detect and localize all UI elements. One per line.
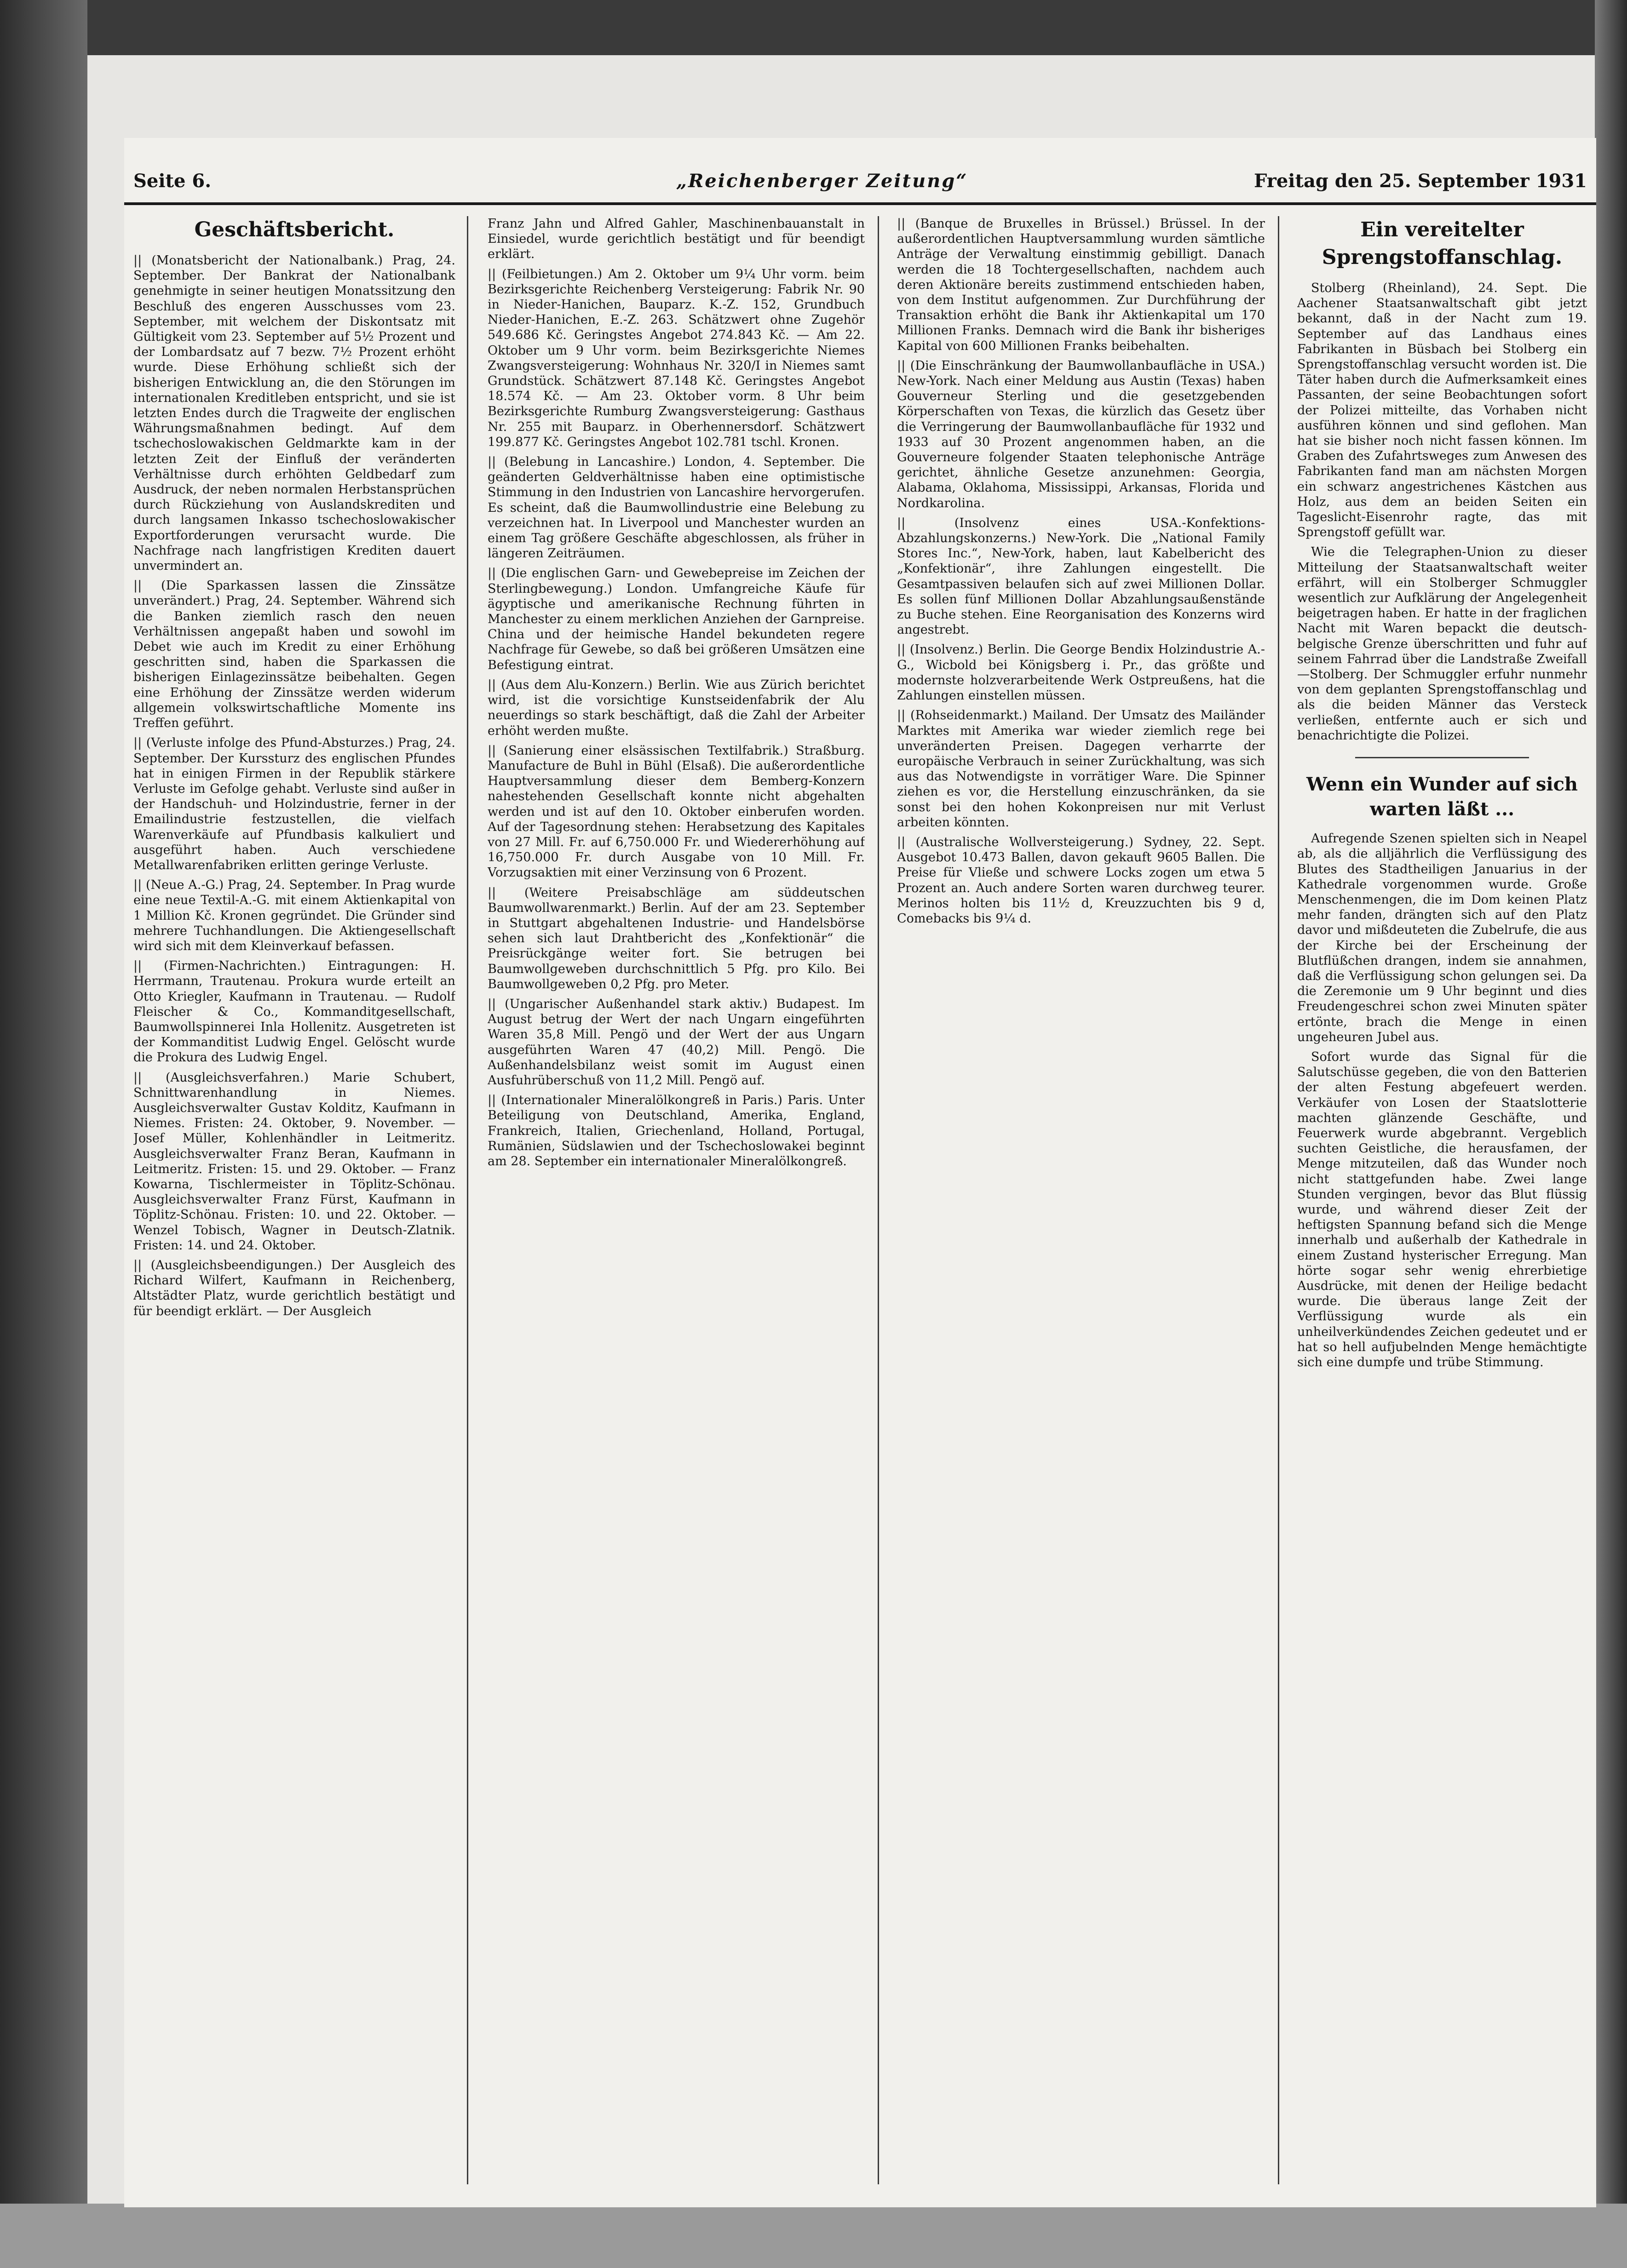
newspaper-page <box>124 138 1596 2207</box>
article-paragraph: || (Australische Wollversteigerung.) Sydney, 22. Sept. Ausgebot 10.473 Ballen, davon gekauft 9605 Ballen. Die Preise für Vließe und schwere Locks zogen um etwa 5 Prozent an. Auch andere Sorten waren durchweg teurer. Merinos holten bis 11½ d, Kreuzzuchten bis 9 d, Comebacks bis 9¼ d. <box>897 835 1265 926</box>
article-paragraph: || (Die Sparkassen lassen die Zinssätze unverändert.) Prag, 24. September. Während sich die Banken ziemlich rasch den neuen Verhältnissen angepaßt haben und sowohl im Debet wie auch im Kredit zu einer Erhöhung geschritten sind, haben die Sparkassen die bisherigen Einlagezinssätze beibehalten. Gegen eine Erhöhung der Zinssätze werden widerum allgemein volkswirtschaftliche Momente ins Treffen geführt. <box>133 578 455 731</box>
article-paragraph: || (Ungarischer Außenhandel stark aktiv.) Budapest. Im August betrug der Wert der nach Ungarn eingeführten Waren 35,8 Mill. Pengö und der Wert der aus Ungarn ausgeführten Waren 47 (40,2) Mill. Pengö. Die Außenhandelsbilanz weist somit im August einen Ausfuhrüberschuß von 11,2 Mill. Pengö auf. <box>488 997 865 1088</box>
scan-edge-top <box>0 0 1627 55</box>
article-paragraph: || (Feilbietungen.) Am 2. Oktober um 9¼ Uhr vorm. beim Bezirksgerichte Reichenberg Versteigerung: Fabrik Nr. 90 in Nieder-Hanichen, Bauparz. K.-Z. 152, Grundbuch Nieder-Hanichen, E.-Z. 263. Schätzwert ohne Zugehör 549.686 Kč. Geringstes Angebot 274.843 Kč. — Am 22. Oktober um 9 Uhr vorm. beim Bezirksgerichte Niemes Zwangsversteigerung: Wohnhaus Nr. 320/I in Niemes samt Grundstück. Schätzwert 87.148 Kč. Geringstes Angebot 18.574 Kč. — Am 23. Oktober vorm. 8 Uhr beim Bezirksgerichte Rumburg Zwangsversteigerung: Gasthaus Nr. 255 mit Bauparz. in Oberhennersdorf. Schätzwert 199.877 Kč. Geringstes Angebot 102.781 tschl. Kronen. <box>488 267 865 449</box>
article-paragraph: || (Firmen-Nachrichten.) Eintragungen: H. Herrmann, Trautenau. Prokura wurde erteilt an Otto Kriegler, Kaufmann in Trautenau. — Rudolf Fleischer & Co., Kommanditgesellschaft, Baumwollspinnerei Inla Hollenitz. Ausgetreten ist der Kommanditist Ludwig Engel. Gelöscht wurde die Prokura des Ludwig Engel. <box>133 959 455 1065</box>
article-paragraph: || (Aus dem Alu-Konzern.) Berlin. Wie aus Zürich berichtet wird, ist die vorsichtige Kunstseidenfabrik der Alu neuerdings so stark beschäftigt, daß die Zahl der Arbeiter erhöht werden mußte. <box>488 677 865 738</box>
article-paragraph: Franz Jahn und Alfred Gahler, Maschinenbauanstalt in Einsiedel, wurde gerichtlich bestätigt und für beendigt erklärt. <box>488 217 865 262</box>
masthead <box>124 166 1596 205</box>
column-four <box>1297 216 1587 2194</box>
article-headline: Ein vereitelter Sprengstoffanschlag. <box>1322 218 1563 269</box>
column-business-report <box>133 216 455 2194</box>
page-number: Seite 6. <box>133 170 212 192</box>
article-paragraph: Stolberg (Rheinland), 24. Sept. Die Aachener Staatsanwaltschaft gibt jetzt bekannt, daß in der Nacht zum 19. September auf das Landhaus eines Fabrikanten in Büsbach bei Stolberg ein Sprengstoffanschlag versucht worden ist. Die Täter haben durch die Aufmerksamkeit eines Passanten, der seine Beobachtungen sofort der Polizei mitteilte, das Vorhaben nicht ausführen können und sind geflohen. Man hat sie bisher noch nicht fassen können. Im Graben des Zufahrtsweges zum Anwesen des Fabrikanten fand man am nächsten Morgen ein schwarz angestrichenes Kästchen aus Holz, aus dem an beiden Seiten ein Tageslicht-Eisenrohr ragte, das mit Sprengstoff gefüllt war. <box>1297 281 1587 540</box>
divider <box>1355 757 1529 758</box>
column-rule <box>878 216 879 2184</box>
column-two <box>488 216 865 2194</box>
newspaper-title: „Reichenberger Zeitung“ <box>676 170 968 192</box>
article-headline: Wenn ein Wunder auf sich warten läßt ... <box>1306 773 1578 820</box>
article-paragraph: || (Monatsbericht der Nationalbank.) Prag, 24. September. Der Bankrat der Nationalbank genehmigte in seiner heutigen Monatssitzung den Beschluß des engeren Ausschusses vom 23. September, mit welchem der Diskontsatz mit Gültigkeit vom 23. September auf 5½ Prozent und der Lombardsatz auf 7 bezw. 7½ Prozent erhöht wurde. Diese Erhöhung schließt sich der bisherigen Entwicklung an, die den Störungen im internationalen Kreditleben entspricht, und sie ist letzten Endes durch die Tragweite der englischen Währungsmaßnahmen bedingt. Auf dem tschechoslowakischen Geldmarkte kam in der letzten Zeit der Einfluß der veränderten Verhältnisse durch erhöhten Geldbedarf zum Ausdruck, der neben normalen Herbstansprüchen durch Rückziehung von Auslandskrediten und durch langsamen Inkasso tschechoslowakischer Exportforderungen verursacht wurde. Die Nachfrage nach langfristigen Krediten dauert unvermindert an. <box>133 253 455 573</box>
article-paragraph: Aufregende Szenen spielten sich in Neapel ab, als die alljährlich die Verflüssigung des Blutes des Stadtheiligen Januarius in der Kathedrale vorgenommen wurde. Große Menschenmengen, die im Dom keinen Platz mehr fanden, drängten sich auf den Platz davor und mißdeuteten die Zubelrufe, die aus der Kirche bei der Erscheinung der Blutflüßchen drangen, indem sie annahmen, daß die Verflüssigung schon gelungen sei. Da die Zeremonie um 9 Uhr beginnt und dies Freudengeschrei schon zwei Minuten später ertönte, brach die Menge in einen ungeheuren Jubel aus. <box>1297 831 1587 1044</box>
article-paragraph: Sofort wurde das Signal für die Salutschüsse gegeben, die von den Batterien der alten Festung abgefeuert werden. Verkäufer von Losen der Staatslotterie machten glänzende Geschäfte, und Feuerwerk wurde abgebrannt. Vergeblich suchten Geistliche, die herausfamen, der Menge mitzuteilen, daß das Wunder noch nicht stattgefunden habe. Zwei lange Stunden vergingen, bevor das Blut flüssig wurde, und während dieser Zeit der heftigsten Spannung befand sich die Menge innerhalb und außerhalb der Kathedrale in einem Zustand hysterischer Erregung. Man hörte sogar sehr wenig ehrerbietige Ausdrücke, mit denen der Heilige bedacht wurde. Die überaus lange Zeit der Verflüssigung wurde als ein unheilverkündendes Zeichen gedeutet und er hat so hell aufjubelnden Menge hemächtigte sich eine dumpfe und trübe Stimmung. <box>1297 1049 1587 1369</box>
article-paragraph: || (Weitere Preisabschläge am süddeutschen Baumwollwarenmarkt.) Berlin. Auf der am 23. September in Stuttgart abgehaltenen Industrie- und Handelsbörse sehen sich laut Drahtbericht des „Konfektionär“ die Preisrückgänge weiter fort. Sie betrugen bei Baumwollgeweben durchschnittlich 5 Pfg. pro Kilo. Bei Baumwollgeweben 0,2 Pfg. pro Meter. <box>488 885 865 991</box>
article-paragraph: || (Internationaler Mineralölkongreß in Paris.) Paris. Unter Beteiligung von Deutschland, Amerika, England, Frankreich, Italien, Griechenland, Holland, Portugal, Rumänien, Südslawien und der Tschechoslowakei beginnt am 28. September ein internationaler Mineralölkongreß. <box>488 1093 865 1168</box>
column-rule <box>467 216 468 2184</box>
scan-edge-left <box>0 0 87 2268</box>
article-paragraph: || (Neue A.-G.) Prag, 24. September. In Prag wurde eine neue Textil-A.-G. mit einem Aktienkapital von 1 Million Kč. Kronen gegründet. Die Gründer sind mehrere Tuchhandlungen. Die Aktiengesellschaft wird sich mit dem Kleinverkauf befassen. <box>133 878 455 953</box>
article-paragraph: || (Insolvenz.) Berlin. Die George Bendix Holzindustrie A.-G., Wicbold bei Königsberg i. Pr., das größte und modernste holzverarbeitende Werk Ostpreußens, hat die Zahlungen einstellen müssen. <box>897 642 1265 703</box>
article-paragraph: || (Banque de Bruxelles in Brüssel.) Brüssel. In der außerordentlichen Hauptversammlung wurden sämtliche Anträge der Verwaltung einstimmig gebilligt. Danach werden die 18 Tochtergesellschaften, nachdem auch deren Aktionäre bereits zustimmend entschieden haben, von dem Institut aufgenommen. Zur Durchführung der Transaktion erhöht die Bank ihr Aktienkapital um 170 Millionen Franks. Demnach wird die Bank ihr bisheriges Kapital von 600 Millionen Franks beibehalten. <box>897 217 1265 353</box>
issue-date: Freitag den 25. September 1931 <box>1254 170 1587 192</box>
column-three <box>897 216 1265 2194</box>
article-paragraph: || (Die Einschränkung der Baumwollanbaufläche in USA.) New-York. Nach einer Meldung aus Austin (Texas) haben Gouverneur Sterling und die gesetzgebenden Körperschaften von Texas, die kürzlich das Gesetz über die Verringerung der Baumwollanbaufläche für 1932 und 1933 auf 30 Prozent angenommen haben, an die Gouverneure folgender Staaten telephonische Anträge gerichtet, ähnliche Gesetze anzunehmen: Georgia, Alabama, Oklahoma, Mississippi, Arkansas, Florida und Nordkarolina. <box>897 358 1265 510</box>
article-paragraph: || (Die englischen Garn- und Gewebepreise im Zeichen der Sterlingbewegung.) London. Umfangreiche Käufe für ägyptische und amerikanische Rechnung führten in Manchester zu einem merklichen Anziehen der Garnpreise. China und der heimische Handel bekundeten regere Nachfrage für Gewebe, so daß bei größeren Umsätzen eine Befestigung eintrat. <box>488 566 865 672</box>
article-paragraph: || (Verluste infolge des Pfund-Absturzes.) Prag, 24. September. Der Kurssturz des englischen Pfundes hat in einigen Firmen in der Republik stärkere Verluste im Gefolge gehabt. Verluste sind außer in der Handschuh- und Holzindustrie, ferner in der Emailindustrie festzustellen, die vielfach Warenverkäufe auf Pfundbasis kalkuliert und ausgeführt haben. Auch verschiedene Metallwarenfabriken erlitten geringe Verluste. <box>133 736 455 872</box>
article-paragraph: || (Belebung in Lancashire.) London, 4. September. Die geänderten Geldverhältnisse haben eine optimistische Stimmung in den Industrien von Lancashire hervorgerufen. Es scheint, daß die Baumwollindustrie eine Belebung zu verzeichnen hat. In Liverpool und Manchester wurden an einem Tag größere Geschäfte abgeschlossen, als früher in längeren Zeiträumen. <box>488 455 865 561</box>
article-paragraph: Wie die Telegraphen-Union zu dieser Mitteilung der Staatsanwaltschaft weiter erfährt, will ein Stolberger Schmuggler wesentlich zur Aufklärung der Angelegenheit beigetragen haben. Er hatte in der fraglichen Nacht mit Waren bepackt die deutsch-belgische Grenze überschritten und fuhr auf seinem Fahrrad über die Landstraße Zweifall—Stolberg. Der Schmuggler erfuhr nunmehr von dem geplanten Sprengstoffanschlag und als die beiden Männer das Versteck verließen, entfernte auch er sich und benachrichtigte die Polizei. <box>1297 545 1587 743</box>
article-paragraph: || (Ausgleichsbeendigungen.) Der Ausgleich des Richard Wilfert, Kaufmann in Reichenberg, Altstädter Platz, wurde gerichtlich bestätigt und für beendigt erklärt. — Der Ausgleich <box>133 1258 455 1318</box>
article-paragraph: || (Insolvenz eines USA.-Konfektions-Abzahlungskonzerns.) New-York. Die „National Family Stores Inc.“, New-York, haben, laut Kabelbericht des „Konfektionär“, ihre Zahlungen eingestellt. Die Gesamtpassiven belaufen sich auf zwei Millionen Dollar. Es sollen fünf Millionen Dollar Abzahlungsaußenstände zu Buche stehen. Eine Reorganisation des Konzerns wird angestrebt. <box>897 515 1265 637</box>
article-paragraph: || (Sanierung einer elsässischen Textilfabrik.) Straßburg. Manufacture de Buhl in Bühl (Elsaß). Die außerordentliche Hauptversammlung dieser dem Bemberg-Konzern nahestehenden Gesellschaft konnte nicht abgehalten werden und ist auf den 10. Oktober einberufen worden. Auf der Tagesordnung stehen: Herabsetzung des Kapitales von 27 Mill. Fr. auf 6,750.000 Fr. und Wiedererhöhung auf 16,750.000 Fr. durch Ausgabe von 10 Mill. Fr. Vorzugsaktien mit einer Verzinsung von 6 Prozent. <box>488 743 865 880</box>
section-heading: Geschäftsbericht. <box>194 218 395 241</box>
scan-edge-bottom <box>0 2204 1627 2268</box>
scan-edge-right <box>1595 0 1627 2268</box>
article-paragraph: || (Rohseidenmarkt.) Mailand. Der Umsatz des Mailänder Marktes mit Amerika war wieder ziemlich rege bei unveränderten Preisen. Dagegen verharrte der europäische Verbrauch in seiner Zurückhaltung, was sich aus das Notwendigste in vorrätiger Ware. Die Spinner ziehen es vor, die Herstellung einzuschränken, da sie sonst bei den hohen Kokonpreisen nur mit Verlust arbeiten könnten. <box>897 708 1265 830</box>
column-rule <box>1278 216 1279 2184</box>
article-paragraph: || (Ausgleichsverfahren.) Marie Schubert, Schnittwarenhandlung in Niemes. Ausgleichsverwalter Gustav Kolditz, Kaufmann in Niemes. Fristen: 24. Oktober, 9. November. — Josef Müller, Kohlenhändler in Leitmeritz. Ausgleichsverwalter Franz Beran, Kaufmann in Leitmeritz. Fristen: 15. und 29. Oktober. — Franz Kowarna, Tischlermeister in Töplitz-Schönau. Ausgleichsverwalter Franz Fürst, Kaufmann in Töplitz-Schönau. Fristen: 10. und 22. Oktober. — Wenzel Tobisch, Wagner in Deutsch-Zlatnik. Fristen: 14. und 24. Oktober. <box>133 1070 455 1253</box>
